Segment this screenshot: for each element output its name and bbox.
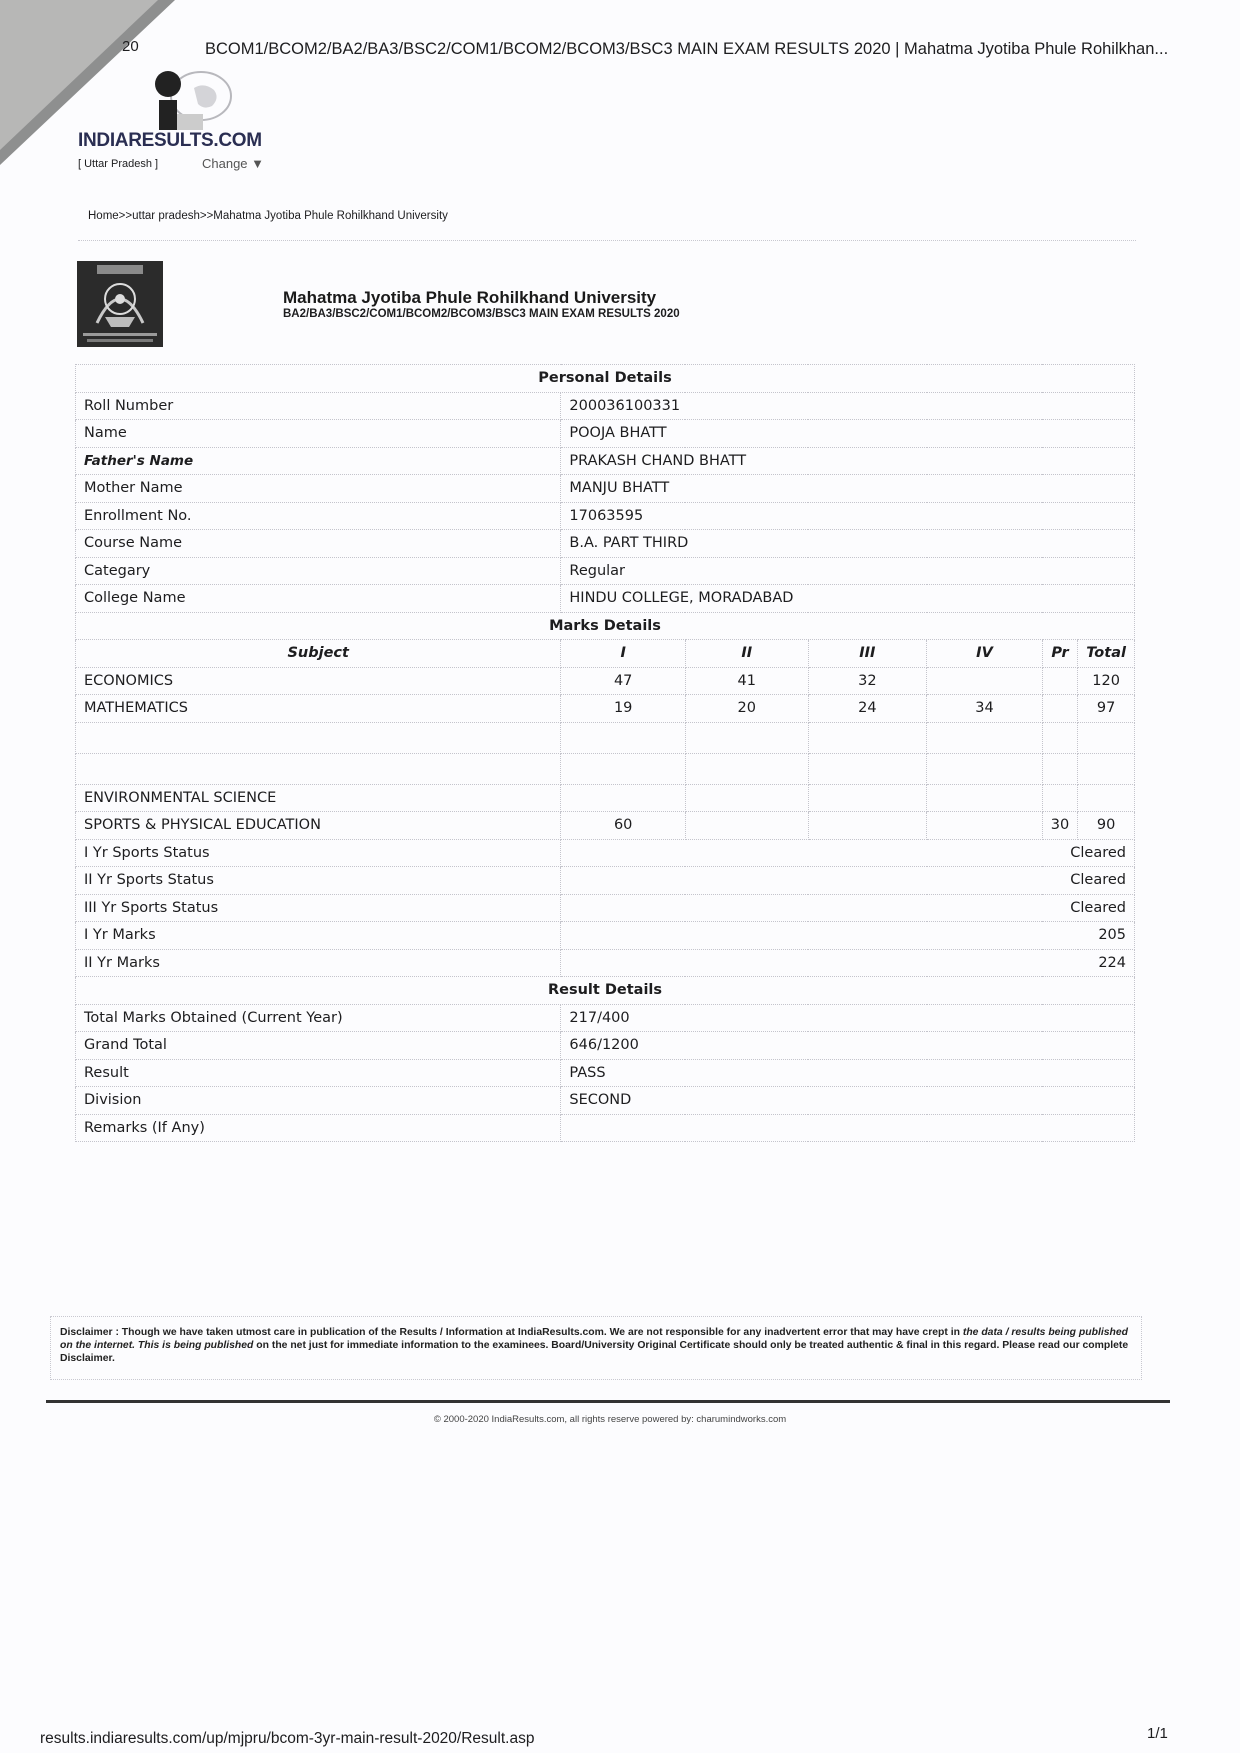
blank-cell xyxy=(76,753,561,784)
result-details-heading: Result Details xyxy=(76,977,1135,1005)
personal-label: Roll Number xyxy=(76,392,561,420)
practical-marks: 30 xyxy=(1042,812,1077,840)
result-row xyxy=(76,1114,1135,1142)
divider xyxy=(78,240,1136,241)
personal-value: POOJA BHATT xyxy=(561,420,1135,448)
paper-2-marks xyxy=(685,812,808,840)
personal-value: HINDU COLLEGE, MORADABAD xyxy=(561,585,1135,613)
personal-value: 200036100331 xyxy=(561,392,1135,420)
column-header-paper-4: IV xyxy=(927,640,1043,668)
column-header-paper-3: III xyxy=(808,640,927,668)
paper-4-marks xyxy=(927,667,1043,695)
result-row xyxy=(76,1032,1135,1060)
total-marks: 120 xyxy=(1078,667,1135,695)
status-label: I Yr Sports Status xyxy=(76,839,561,867)
result-value: 217/400 xyxy=(561,1004,1135,1032)
column-header-paper-2: II xyxy=(685,640,808,668)
blank-cell xyxy=(1042,722,1077,753)
subject-name: MATHEMATICS xyxy=(76,695,561,723)
paper-1-marks: 60 xyxy=(561,812,686,840)
blank-cell xyxy=(927,722,1043,753)
blank-row xyxy=(76,722,1135,753)
personal-row xyxy=(76,530,1135,558)
result-value: SECOND xyxy=(561,1087,1135,1115)
status-row xyxy=(76,894,1135,922)
blank-cell xyxy=(1078,753,1135,784)
paper-3-marks: 24 xyxy=(808,695,927,723)
blank-cell xyxy=(808,722,927,753)
marks-header-row xyxy=(76,640,1135,668)
personal-value: PRAKASH CHAND BHATT xyxy=(561,447,1135,475)
result-label: Remarks (If Any) xyxy=(76,1114,561,1142)
result-row xyxy=(76,1087,1135,1115)
subject-row xyxy=(76,812,1135,840)
marks-details-heading: Marks Details xyxy=(76,612,1135,640)
subject-row xyxy=(76,667,1135,695)
result-row xyxy=(76,1059,1135,1087)
personal-row xyxy=(76,447,1135,475)
subject-row xyxy=(76,695,1135,723)
site-logo-text: INDIARESULTS.COM xyxy=(78,130,262,151)
personal-details-heading: Personal Details xyxy=(76,365,1135,393)
practical-marks xyxy=(1042,695,1077,723)
university-logo xyxy=(77,261,163,347)
personal-label: Course Name xyxy=(76,530,561,558)
result-label: Grand Total xyxy=(76,1032,561,1060)
disclaimer-text-3: on the net just for immediate information to the examinees. Board/University Original Certificate should only be treated authentic & final in this regard. Please read our complete xyxy=(253,1340,1129,1351)
paper-4-marks: 34 xyxy=(927,695,1043,723)
personal-label: Name xyxy=(76,420,561,448)
status-label: II Yr Marks xyxy=(76,949,561,977)
status-label: III Yr Sports Status xyxy=(76,894,561,922)
paper-2-marks: 41 xyxy=(685,667,808,695)
status-row xyxy=(76,867,1135,895)
personal-row xyxy=(76,475,1135,503)
page-number: 1/1 xyxy=(1147,1725,1168,1742)
status-value: Cleared xyxy=(561,867,1135,895)
university-emblem-icon xyxy=(77,261,163,347)
personal-row xyxy=(76,585,1135,613)
result-label: Division xyxy=(76,1087,561,1115)
blank-cell xyxy=(1078,722,1135,753)
status-label: II Yr Sports Status xyxy=(76,867,561,895)
status-value: 205 xyxy=(561,922,1135,950)
status-value: Cleared xyxy=(561,894,1135,922)
page-date: 20 xyxy=(122,38,139,55)
column-header-paper-1: I xyxy=(561,640,686,668)
blank-cell xyxy=(808,753,927,784)
status-label: I Yr Marks xyxy=(76,922,561,950)
subject-name: ECONOMICS xyxy=(76,667,561,695)
blank-cell xyxy=(561,722,686,753)
total-marks: 97 xyxy=(1078,695,1135,723)
result-label: Total Marks Obtained (Current Year) xyxy=(76,1004,561,1032)
result-value: PASS xyxy=(561,1059,1135,1087)
site-logo[interactable] xyxy=(78,66,278,176)
column-header-total: Total xyxy=(1078,640,1135,668)
practical-marks xyxy=(1042,667,1077,695)
paper-2-marks: 20 xyxy=(685,695,808,723)
paper-1-marks: 19 xyxy=(561,695,686,723)
result-value: 646/1200 xyxy=(561,1032,1135,1060)
status-row xyxy=(76,949,1135,977)
personal-row xyxy=(76,502,1135,530)
personal-row xyxy=(76,392,1135,420)
practical-marks xyxy=(1042,784,1077,812)
breadcrumb[interactable]: Home>>uttar pradesh>>Mahatma Jyotiba Phule Rohilkhand University xyxy=(88,210,448,222)
result-row xyxy=(76,1004,1135,1032)
status-value: Cleared xyxy=(561,839,1135,867)
paper-1-marks: 47 xyxy=(561,667,686,695)
paper-4-marks xyxy=(927,812,1043,840)
total-marks: 90 xyxy=(1078,812,1135,840)
status-row xyxy=(76,922,1135,950)
personal-value: Regular xyxy=(561,557,1135,585)
subject-name: ENVIRONMENTAL SCIENCE xyxy=(76,784,561,812)
disclaimer-link[interactable]: Disclaimer. xyxy=(60,1353,115,1364)
disclaimer-text xyxy=(60,1326,1138,1365)
personal-label: Mother Name xyxy=(76,475,561,503)
state-label: [ Uttar Pradesh ] xyxy=(78,158,159,170)
disclaimer-label: Disclaimer : xyxy=(60,1327,119,1338)
subject-row xyxy=(76,784,1135,812)
paper-1-marks xyxy=(561,784,686,812)
footer-divider xyxy=(46,1400,1170,1403)
university-name: Mahatma Jyotiba Phule Rohilkhand University xyxy=(283,288,657,307)
personal-value: 17063595 xyxy=(561,502,1135,530)
blank-cell xyxy=(685,753,808,784)
blank-cell xyxy=(927,753,1043,784)
personal-value: B.A. PART THIRD xyxy=(561,530,1135,558)
blank-cell xyxy=(76,722,561,753)
page-header-title: BCOM1/BCOM2/BA2/BA3/BSC2/COM1/BCOM2/BCOM3/BSC3 MAIN EXAM RESULTS 2020 | Mahatma Jyotiba Phule Rohilkhan... xyxy=(205,40,1169,58)
blank-cell xyxy=(685,722,808,753)
logo-figure-icon xyxy=(154,70,244,130)
paper-3-marks xyxy=(808,784,927,812)
personal-value: MANJU BHATT xyxy=(561,475,1135,503)
personal-label: College Name xyxy=(76,585,561,613)
blank-cell xyxy=(561,753,686,784)
result-value xyxy=(561,1114,1135,1142)
status-row xyxy=(76,839,1135,867)
personal-row xyxy=(76,420,1135,448)
personal-row xyxy=(76,557,1135,585)
blank-cell xyxy=(1042,753,1077,784)
page-url: results.indiaresults.com/up/mjpru/bcom-3yr-main-result-2020/Result.asp xyxy=(40,1730,535,1747)
total-marks xyxy=(1078,784,1135,812)
result-label: Result xyxy=(76,1059,561,1087)
status-value: 224 xyxy=(561,949,1135,977)
paper-2-marks xyxy=(685,784,808,812)
paper-4-marks xyxy=(927,784,1043,812)
column-header-subject: Subject xyxy=(76,640,561,668)
change-state-link[interactable]: Change ▼ xyxy=(202,156,265,171)
copyright-text: © 2000-2020 IndiaResults.com, all rights reserve powered by: charumindworks.com xyxy=(433,1414,787,1425)
exam-title: BA2/BA3/BSC2/COM1/BCOM2/BCOM3/BSC3 MAIN EXAM RESULTS 2020 xyxy=(283,308,680,320)
blank-row xyxy=(76,753,1135,784)
disclaimer-text-1: Though we have taken utmost care in publication of the Results / Information at IndiaResults.com. We are not responsible for any inadvertent error that may have crept in xyxy=(118,1327,963,1338)
paper-3-marks xyxy=(808,812,927,840)
personal-label: Father's Name xyxy=(76,447,561,475)
personal-label: Categary xyxy=(76,557,561,585)
paper-3-marks: 32 xyxy=(808,667,927,695)
result-table xyxy=(75,364,1135,1142)
subject-name: SPORTS & PHYSICAL EDUCATION xyxy=(76,812,561,840)
column-header-practical: Pr xyxy=(1042,640,1077,668)
personal-label: Enrollment No. xyxy=(76,502,561,530)
disclaimer-text-2: the data / results being published on the internet. This is being published xyxy=(60,1327,1128,1351)
